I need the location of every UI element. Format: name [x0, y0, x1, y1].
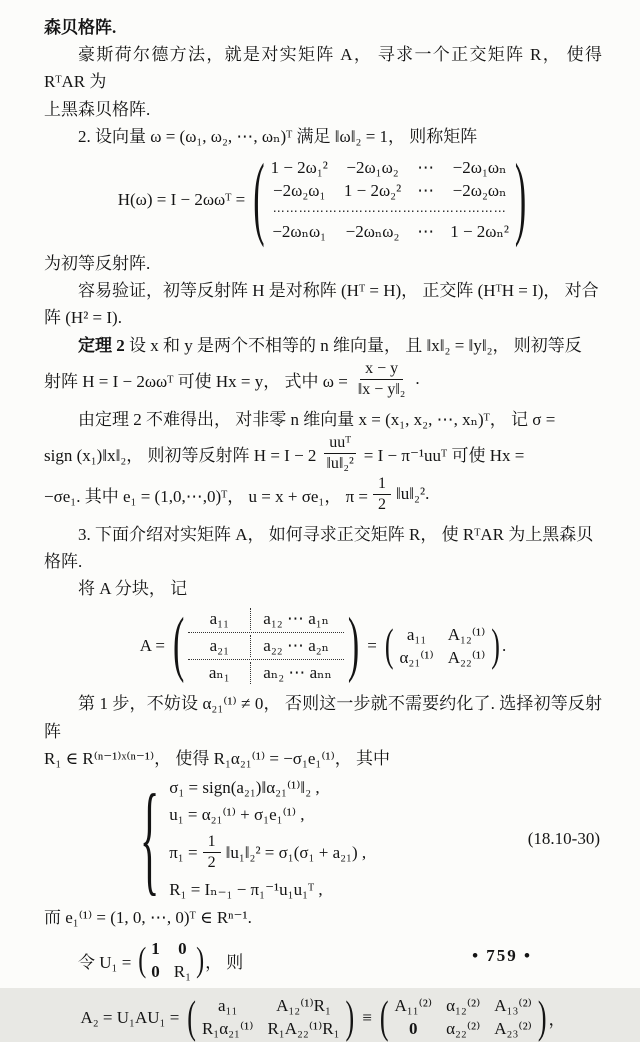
equation-text: R₁ = Iₙ₋₁ − π₁⁻¹u₁u₁ᵀ , — [169, 880, 323, 899]
equation-text: π₁ = — [169, 842, 198, 862]
system-eq1 — [169, 778, 366, 798]
right-paren: ) — [537, 991, 547, 1042]
theorem2-text: 设 x 和 y 是两个不相等的 n 维向量， 且 ‖x‖₂ = ‖y‖₂， 则初等反 — [124, 335, 582, 355]
matrix-cell: 1 − 2ω₁² — [270, 157, 328, 177]
paragraph-step1-line2: R₁ ∈ R⁽ⁿ⁻¹⁾ˣ⁽ⁿ⁻¹⁾， 使得 R₁α₂₁⁽¹⁾ = −σ₁e₁⁽¹⁾， 其中 — [44, 748, 391, 768]
a2-matrix-right — [390, 994, 535, 1041]
theorem2-line2 — [44, 359, 602, 400]
formula-partitioned-a — [44, 605, 602, 686]
matrix-cell: A₁₃⁽²⁾ — [494, 996, 532, 1016]
matrix-cell: a₁₂ ⋯ a₁ₙ — [263, 609, 330, 629]
matrix-cell: 1 − 2ω₂² — [343, 180, 402, 200]
paragraph-householder-line1: 豪斯荷尔德方法，就是对实矩阵 A， 寻求一个正交矩阵 R， 使得 RᵀAR 为 — [44, 45, 602, 92]
sigma-line3-post: ‖u‖₂². — [396, 484, 430, 504]
matrix-cell: a₁₁ — [217, 996, 238, 1016]
a2-matrix-left — [198, 994, 344, 1041]
fraction — [373, 474, 391, 515]
partition-line — [188, 659, 344, 660]
matrix-cell: −2ωₙω₁ — [272, 221, 327, 241]
matrix-cell: A₂₃⁽²⁾ — [494, 1019, 532, 1039]
matrix-cell: A₂₂⁽¹⁾ — [447, 647, 486, 667]
theorem2-line1 — [44, 332, 602, 359]
a-block-matrix — [395, 623, 489, 670]
formula-a-lhs: A = — [139, 636, 165, 656]
matrix-cell: α₂₂⁽²⁾ — [446, 1019, 481, 1039]
paragraph-step1-line1: 第 1 步，不妨设 α₂₁⁽¹⁾ ≠ 0， 否则这一步就不需要约化了. 选择初等反射阵 — [44, 694, 602, 741]
system-eq2 — [169, 805, 366, 825]
theorem2-period: . — [415, 369, 420, 389]
matrix-ellipsis-row: ⋯⋯⋯⋯⋯⋯⋯⋯⋯⋯⋯⋯⋯⋯⋯⋯⋯⋯ — [272, 203, 507, 218]
right-paren: ) — [514, 147, 527, 250]
paragraph-verify-line1: 容易验证，初等反射阵 H 是对称阵 (Hᵀ = H)， 正交阵 (HᵀH = I)， 对合 — [78, 281, 599, 301]
sigma-line2-pre: sign (x₁)‖x‖₂， 则初等反射阵 H = I − 2 — [44, 445, 317, 465]
matrix-row — [188, 608, 344, 630]
left-paren: ( — [187, 991, 196, 1042]
fraction-numerator: 1 — [203, 832, 221, 853]
equation-text: u₁ = α₂₁⁽¹⁾ + σ₁e₁⁽¹⁾ , — [169, 805, 305, 824]
matrix-cell: A₁₁⁽²⁾ — [394, 996, 433, 1016]
matrix-cell: 0 — [409, 1019, 418, 1039]
matrix-cell: 1 — [151, 939, 160, 959]
system-eq4 — [169, 880, 366, 900]
equation-text: σ₁ = sign(a₂₁)‖α₂₁⁽¹⁾‖₂ , — [169, 778, 320, 797]
equation-system-18-10-30 — [140, 767, 602, 908]
left-paren: ( — [384, 620, 394, 671]
formula-a2-lhs: A₂ = U₁AU₁ = — [80, 1007, 180, 1027]
paragraph-section3-line1: 3. 下面介绍对实矩阵 A， 如何寻求正交矩阵 R， 使 RᵀAR 为上黑森贝 — [78, 524, 594, 544]
right-paren: ) — [347, 605, 360, 686]
left-brace: { — [140, 767, 160, 908]
matrix-cell: 0 — [178, 939, 187, 959]
paragraph-section3-line2: 格阵. — [44, 552, 83, 572]
a-partitioned-matrix — [188, 608, 344, 684]
system-eq3 — [169, 832, 366, 873]
paragraph-e1: 而 e₁⁽¹⁾ = (1, 0, ⋯, 0)ᵀ ∈ Rⁿ⁻¹. — [44, 908, 252, 927]
paragraph-sigma-line3 — [44, 474, 602, 515]
right-paren: ) — [345, 991, 355, 1042]
partition-line — [188, 632, 344, 633]
fraction-numerator: x − y — [360, 359, 403, 380]
paragraph-reflector: 为初等反射阵. — [44, 253, 151, 273]
paragraph-sigma-line2 — [44, 433, 602, 474]
fraction-denominator: 2 — [207, 854, 216, 871]
theorem2-line2-text: 射阵 H = I − 2ωωᵀ 可使 Hx = y， 式中 ω = — [44, 371, 348, 391]
matrix-cell: R₁α₂₁⁽¹⁾ — [201, 1019, 254, 1039]
u1-matrix — [147, 937, 195, 984]
paragraph-vector-omega: 2. 设向量 ω = (ω₁, ω₂, ⋯, ωₙ)ᵀ 满足 ‖ω‖₂ = 1， 则称矩阵 — [78, 126, 478, 146]
paragraph-householder-line2: 上黑森贝格阵. — [44, 99, 151, 119]
formula-u1-post: ， 则 — [205, 953, 244, 973]
fraction — [203, 832, 221, 873]
matrix-cell: A₁₂⁽¹⁾ — [447, 624, 486, 644]
formula-h-lhs: H(ω) = I − 2ωωᵀ = — [117, 189, 246, 209]
matrix-cell: α₁₂⁽²⁾ — [446, 996, 481, 1016]
matrix-cell: −2ω₁ω₂ — [346, 157, 399, 177]
matrix-cell: α₂₁⁽¹⁾ — [399, 647, 434, 667]
matrix-cell: −2ω₁ωₙ — [452, 157, 507, 177]
sigma-line3-pre: −σe₁. 其中 e₁ = (1,0,⋯,0)ᵀ， u = x + σe₁， π = — [44, 486, 368, 506]
matrix-cell: −2ωₙω₂ — [345, 221, 400, 241]
formula-a2 — [44, 991, 602, 1042]
fraction-numerator: 1 — [373, 474, 391, 495]
equation-text: ‖u₁‖₂² = σ₁(σ₁ + a₂₁) , — [225, 842, 367, 862]
formula-a-period: . — [501, 636, 507, 656]
fraction-denominator: ‖x − y‖₂ — [357, 380, 406, 398]
theorem2-label: 定理 2 — [78, 335, 125, 355]
page-number: • 759 • — [472, 946, 532, 965]
left-paren: ( — [172, 605, 185, 686]
fraction-denominator: ‖u‖₂² — [326, 454, 354, 472]
equiv-sign: ≡ — [362, 1007, 372, 1027]
fraction — [321, 433, 358, 474]
fraction-denominator: 2 — [378, 495, 386, 513]
left-paren: ( — [379, 991, 389, 1042]
h-matrix — [267, 156, 513, 244]
matrix-cell: R₁A₂₂⁽¹⁾R₁ — [267, 1019, 340, 1039]
matrix-cell: a₁₁ — [406, 624, 427, 644]
matrix-cell: a₂₁ — [188, 635, 251, 657]
left-paren: ( — [138, 941, 147, 980]
matrix-cell: a₁₁ — [188, 608, 251, 630]
matrix-cell: ⋯ — [417, 180, 435, 200]
matrix-cell: ⋯ — [417, 157, 435, 177]
left-paren: ( — [253, 147, 265, 250]
formula-a2-comma: ， — [548, 1010, 566, 1030]
right-paren: ) — [491, 620, 500, 671]
equals-sign: = — [367, 636, 377, 656]
formula-u1-pre: 令 U₁ = — [78, 953, 132, 973]
fraction-numerator: uuᵀ — [324, 433, 356, 454]
matrix-cell: −2ω₂ω₁ — [273, 180, 326, 200]
equation-number: (18.10-30) — [527, 829, 600, 848]
matrix-cell: aₙ₁ — [188, 662, 251, 684]
paragraph-partition: 将 A 分块， 记 — [78, 579, 188, 599]
matrix-cell: −2ω₂ωₙ — [452, 180, 507, 200]
matrix-cell: A₁₂⁽¹⁾R₁ — [276, 996, 331, 1016]
system-equations — [169, 778, 366, 900]
matrix-cell: 1 − 2ωₙ² — [450, 221, 509, 241]
paragraph-sigma-line1: 由定理 2 不难得出， 对非零 n 维向量 x = (x₁, x₂, ⋯, xₙ)ᵀ， 记 σ = — [78, 409, 556, 429]
sigma-line2-post: = I − π⁻¹uuᵀ 可使 Hx = — [363, 445, 525, 465]
paragraph-verify-line2: 阵 (H² = I). — [44, 308, 122, 328]
matrix-cell: a₂₂ ⋯ a₂ₙ — [263, 636, 330, 656]
fraction — [353, 359, 411, 400]
page-title: 森贝格阵. — [44, 18, 117, 37]
right-paren: ) — [196, 941, 205, 980]
matrix-cell: 0 — [151, 962, 160, 982]
formula-reflection-matrix — [44, 147, 602, 250]
matrix-cell: R₁ — [173, 962, 192, 982]
matrix-cell: aₙ₂ ⋯ aₙₙ — [263, 663, 332, 683]
matrix-cell: ⋯ — [417, 221, 435, 241]
matrix-row — [188, 662, 344, 684]
matrix-row — [188, 635, 344, 657]
